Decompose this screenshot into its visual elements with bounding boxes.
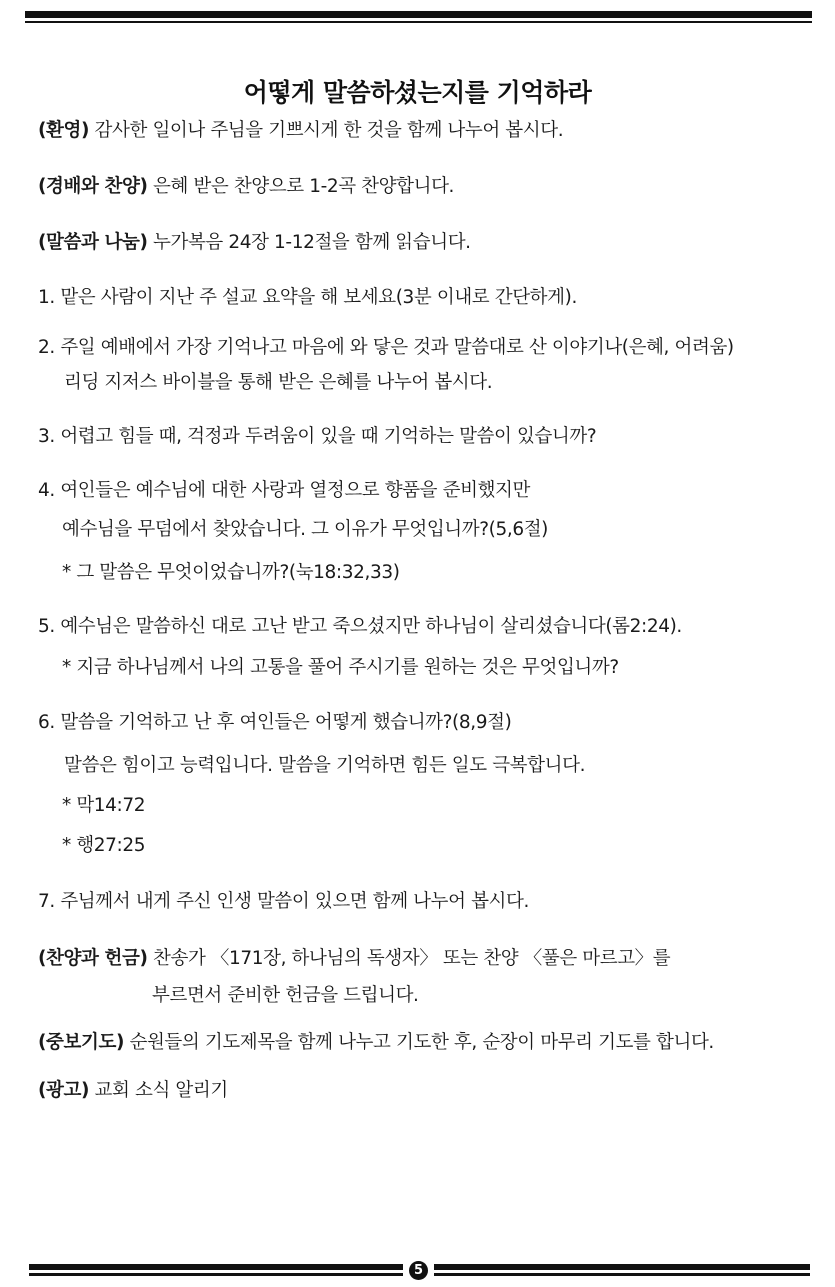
question-5-sub: * 지금 하나님께서 나의 고통을 풀어 주시기를 원하는 것은 무엇입니까? — [62, 657, 619, 678]
question-6-ref-2: * 행27:25 — [62, 835, 146, 856]
prayer-line — [38, 1030, 714, 1056]
notice-text: 교회 소식 알리기 — [94, 1080, 228, 1101]
offering-line — [38, 946, 670, 972]
footer-rule-left-thin — [29, 1273, 403, 1276]
prayer-label: (중보기도) — [38, 1032, 124, 1053]
question-6: 6. 말씀을 기억하고 난 후 여인들은 어떻게 했습니까?(8,9절) — [38, 712, 512, 733]
question-6-cont: 말씀은 힘이고 능력입니다. 말씀을 기억하면 힘든 일도 극복합니다. — [64, 755, 586, 776]
footer-rule-right-thin — [434, 1273, 810, 1276]
question-4-cont: 예수님을 무덤에서 찾았습니다. 그 이유가 무엇입니까?(5,6절) — [62, 519, 548, 540]
offering-label: (찬양과 헌금) — [38, 948, 148, 969]
offering-text: 찬송가 〈171장, 하나님의 독생자〉 또는 찬양 〈풀은 마르고〉를 — [153, 948, 671, 969]
question-3: 3. 어렵고 힘들 때, 걱정과 두려움이 있을 때 기억하는 말씀이 있습니까? — [38, 426, 597, 447]
question-2: 2. 주일 예배에서 가장 기억나고 마음에 와 닿은 것과 말씀대로 산 이야기나(은혜, 어려움) — [38, 337, 734, 358]
worship-text: 은혜 받은 찬양으로 1-2곡 찬양합니다. — [153, 176, 455, 197]
notice-line — [38, 1078, 228, 1104]
welcome-line — [38, 118, 563, 144]
top-rule-thick — [25, 11, 812, 18]
word-text: 누가복음 24장 1-12절을 함께 읽습니다. — [153, 232, 471, 253]
word-line — [38, 230, 471, 256]
question-4: 4. 여인들은 예수님에 대한 사랑과 열정으로 향품을 준비했지만 — [38, 480, 530, 501]
footer-rule-left-thick — [29, 1264, 403, 1270]
word-label: (말씀과 나눔) — [38, 232, 148, 253]
question-5: 5. 예수님은 말씀하신 대로 고난 받고 죽으셨지만 하나님이 살리셨습니다(롬2:24). — [38, 616, 682, 637]
question-1: 1. 맡은 사람이 지난 주 설교 요약을 해 보세요(3분 이내로 간단하게). — [38, 287, 577, 308]
top-rule-thin — [25, 21, 812, 23]
prayer-text: 순원들의 기도제목을 함께 나누고 기도한 후, 순장이 마무리 기도를 합니다. — [129, 1032, 714, 1053]
worship-label: (경배와 찬양) — [38, 176, 148, 197]
worship-line — [38, 174, 454, 200]
page-number: 5 — [409, 1261, 428, 1280]
welcome-text: 감사한 일이나 주님을 기쁘시게 한 것을 함께 나누어 봅시다. — [94, 120, 564, 141]
footer-rule-right-thick — [434, 1264, 810, 1270]
welcome-label: (환영) — [38, 120, 90, 141]
page-title: 어떻게 말씀하셨는지를 기억하라 — [243, 78, 592, 107]
question-2-cont: 리딩 지저스 바이블을 통해 받은 은혜를 나누어 봅시다. — [64, 372, 493, 393]
question-6-ref-1: * 막14:72 — [62, 795, 146, 816]
notice-label: (광고) — [38, 1080, 90, 1101]
question-7: 7. 주님께서 내게 주신 인생 말씀이 있으면 함께 나누어 봅시다. — [38, 891, 529, 912]
offering-line-cont: 부르면서 준비한 헌금을 드립니다. — [152, 985, 419, 1006]
question-4-sub: * 그 말씀은 무엇이었습니까?(눅18:32,33) — [62, 562, 400, 583]
